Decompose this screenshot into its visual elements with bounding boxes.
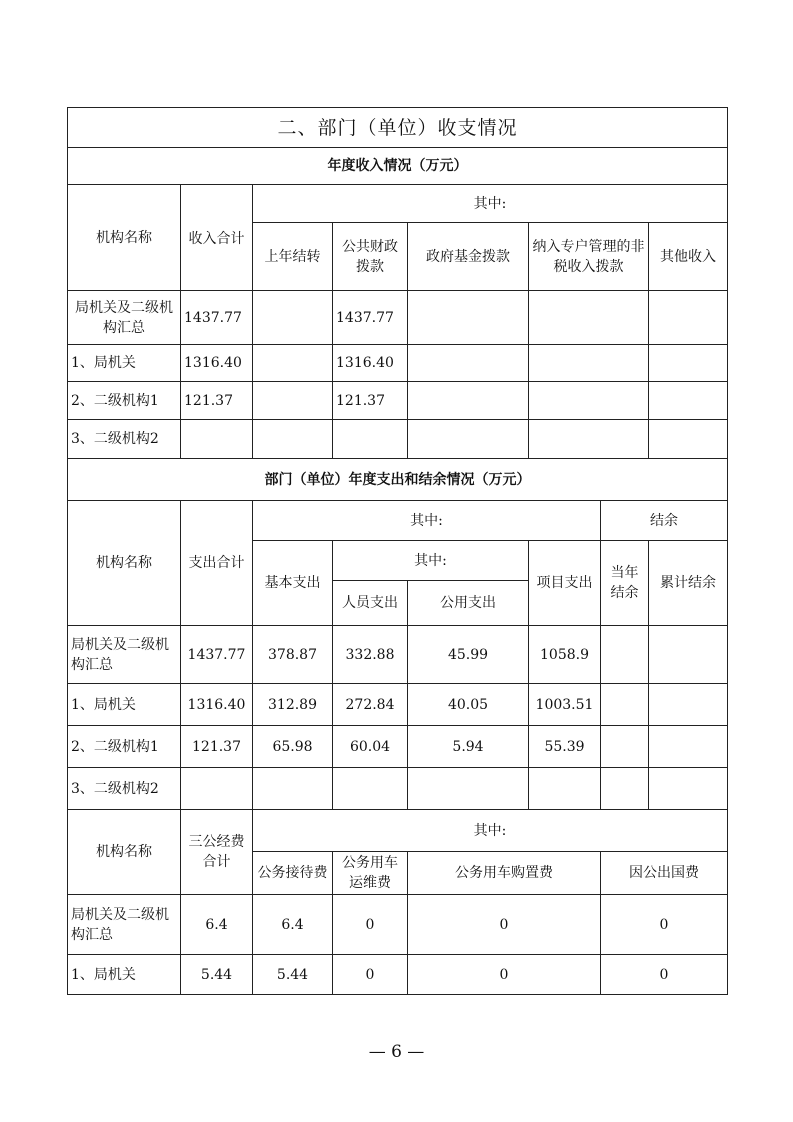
table-row [68,768,728,810]
row-name: 局机关及二级机构汇总 [68,895,181,955]
sangong-header-car-operation: 公务用车运维费 [333,852,408,895]
expense-header-name: 机构名称 [68,501,181,626]
row-public [333,420,408,459]
row-current-surplus [601,626,649,684]
row-other [649,382,728,420]
expense-header-project: 项目支出 [529,541,601,626]
table-row [68,626,728,684]
expense-header-among: 其中: [253,501,601,541]
row-current-surplus [601,684,649,726]
row-project: 55.39 [529,726,601,768]
row-other [649,420,728,459]
sangong-header-name: 机构名称 [68,810,181,895]
row-car-purchase: 0 [408,895,601,955]
row-public: 1437.77 [333,291,408,345]
row-total: 1437.77 [181,626,253,684]
row-public: 121.37 [333,382,408,420]
row-total: 1316.40 [181,345,253,382]
row-cumulative-surplus [649,684,728,726]
row-personnel [333,768,408,810]
row-public [408,768,529,810]
row-cumulative-surplus [649,726,728,768]
row-name: 3、二级机构2 [68,768,181,810]
row-basic: 65.98 [253,726,333,768]
expense-header-basic: 基本支出 [253,541,333,626]
table-row [68,955,728,995]
row-basic: 312.89 [253,684,333,726]
row-name: 局机关及二级机构汇总 [68,291,181,345]
row-nontax [529,291,649,345]
income-header-nontax: 纳入专户管理的非税收入拨款 [529,223,649,291]
row-abroad: 0 [601,955,728,995]
row-name: 1、局机关 [68,345,181,382]
row-total: 6.4 [181,895,253,955]
row-public: 40.05 [408,684,529,726]
row-cumulative-surplus [649,768,728,810]
row-name: 2、二级机构1 [68,726,181,768]
income-header-other: 其他收入 [649,223,728,291]
expense-header-current-surplus: 当年结余 [601,541,649,626]
row-nontax [529,420,649,459]
row-public: 5.94 [408,726,529,768]
row-nontax [529,345,649,382]
row-total [181,768,253,810]
row-carry [253,291,333,345]
table-row [68,420,728,459]
row-total: 1437.77 [181,291,253,345]
row-name: 1、局机关 [68,955,181,995]
table-row [68,726,728,768]
income-header-carry: 上年结转 [253,223,333,291]
row-name: 3、二级机构2 [68,420,181,459]
row-total: 121.37 [181,726,253,768]
income-header-public: 公共财政拨款 [333,223,408,291]
row-name: 2、二级机构1 [68,382,181,420]
row-basic: 378.87 [253,626,333,684]
row-personnel: 60.04 [333,726,408,768]
budget-table [67,107,728,995]
row-basic [253,768,333,810]
table-row [68,895,728,955]
income-header-fund: 政府基金拨款 [408,223,529,291]
row-reception: 6.4 [253,895,333,955]
expense-subtitle: 部门（单位）年度支出和结余情况（万元） [68,459,728,501]
row-public: 1316.40 [333,345,408,382]
row-cumulative-surplus [649,626,728,684]
sangong-header-abroad: 因公出国费 [601,852,728,895]
row-personnel: 272.84 [333,684,408,726]
row-current-surplus [601,726,649,768]
row-total [181,420,253,459]
expense-header-surplus: 结余 [601,501,728,541]
row-total: 1316.40 [181,684,253,726]
row-other [649,291,728,345]
row-project: 1058.9 [529,626,601,684]
income-header-among: 其中: [253,185,728,223]
table-row [68,345,728,382]
row-nontax [529,382,649,420]
income-header-name: 机构名称 [68,185,181,291]
sangong-header-reception: 公务接待费 [253,852,333,895]
page-number: — 6 — [368,1042,425,1062]
sangong-header-among: 其中: [253,810,728,852]
row-car-operation: 0 [333,895,408,955]
expense-header-total: 支出合计 [181,501,253,626]
row-total: 121.37 [181,382,253,420]
row-carry [253,420,333,459]
row-name: 1、局机关 [68,684,181,726]
expense-header-public: 公用支出 [408,581,529,626]
row-public: 45.99 [408,626,529,684]
table-row [68,684,728,726]
page-title: 二、部门（单位）收支情况 [68,108,728,148]
row-fund [408,382,529,420]
row-car-purchase: 0 [408,955,601,995]
row-name: 局机关及二级机构汇总 [68,626,181,684]
row-project [529,768,601,810]
row-car-operation: 0 [333,955,408,995]
row-total: 5.44 [181,955,253,995]
row-project: 1003.51 [529,684,601,726]
table-row [68,382,728,420]
expense-header-personnel: 人员支出 [333,581,408,626]
row-reception: 5.44 [253,955,333,995]
row-personnel: 332.88 [333,626,408,684]
row-fund [408,345,529,382]
sangong-header-total: 三公经费合计 [181,810,253,895]
row-fund [408,420,529,459]
row-fund [408,291,529,345]
row-other [649,345,728,382]
table-row [68,291,728,345]
expense-header-cumulative-surplus: 累计结余 [649,541,728,626]
income-header-total: 收入合计 [181,185,253,291]
sangong-header-car-purchase: 公务用车购置费 [408,852,601,895]
row-current-surplus [601,768,649,810]
expense-header-among2: 其中: [333,541,529,581]
income-subtitle: 年度收入情况（万元） [68,148,728,185]
row-carry [253,345,333,382]
row-carry [253,382,333,420]
row-abroad: 0 [601,895,728,955]
